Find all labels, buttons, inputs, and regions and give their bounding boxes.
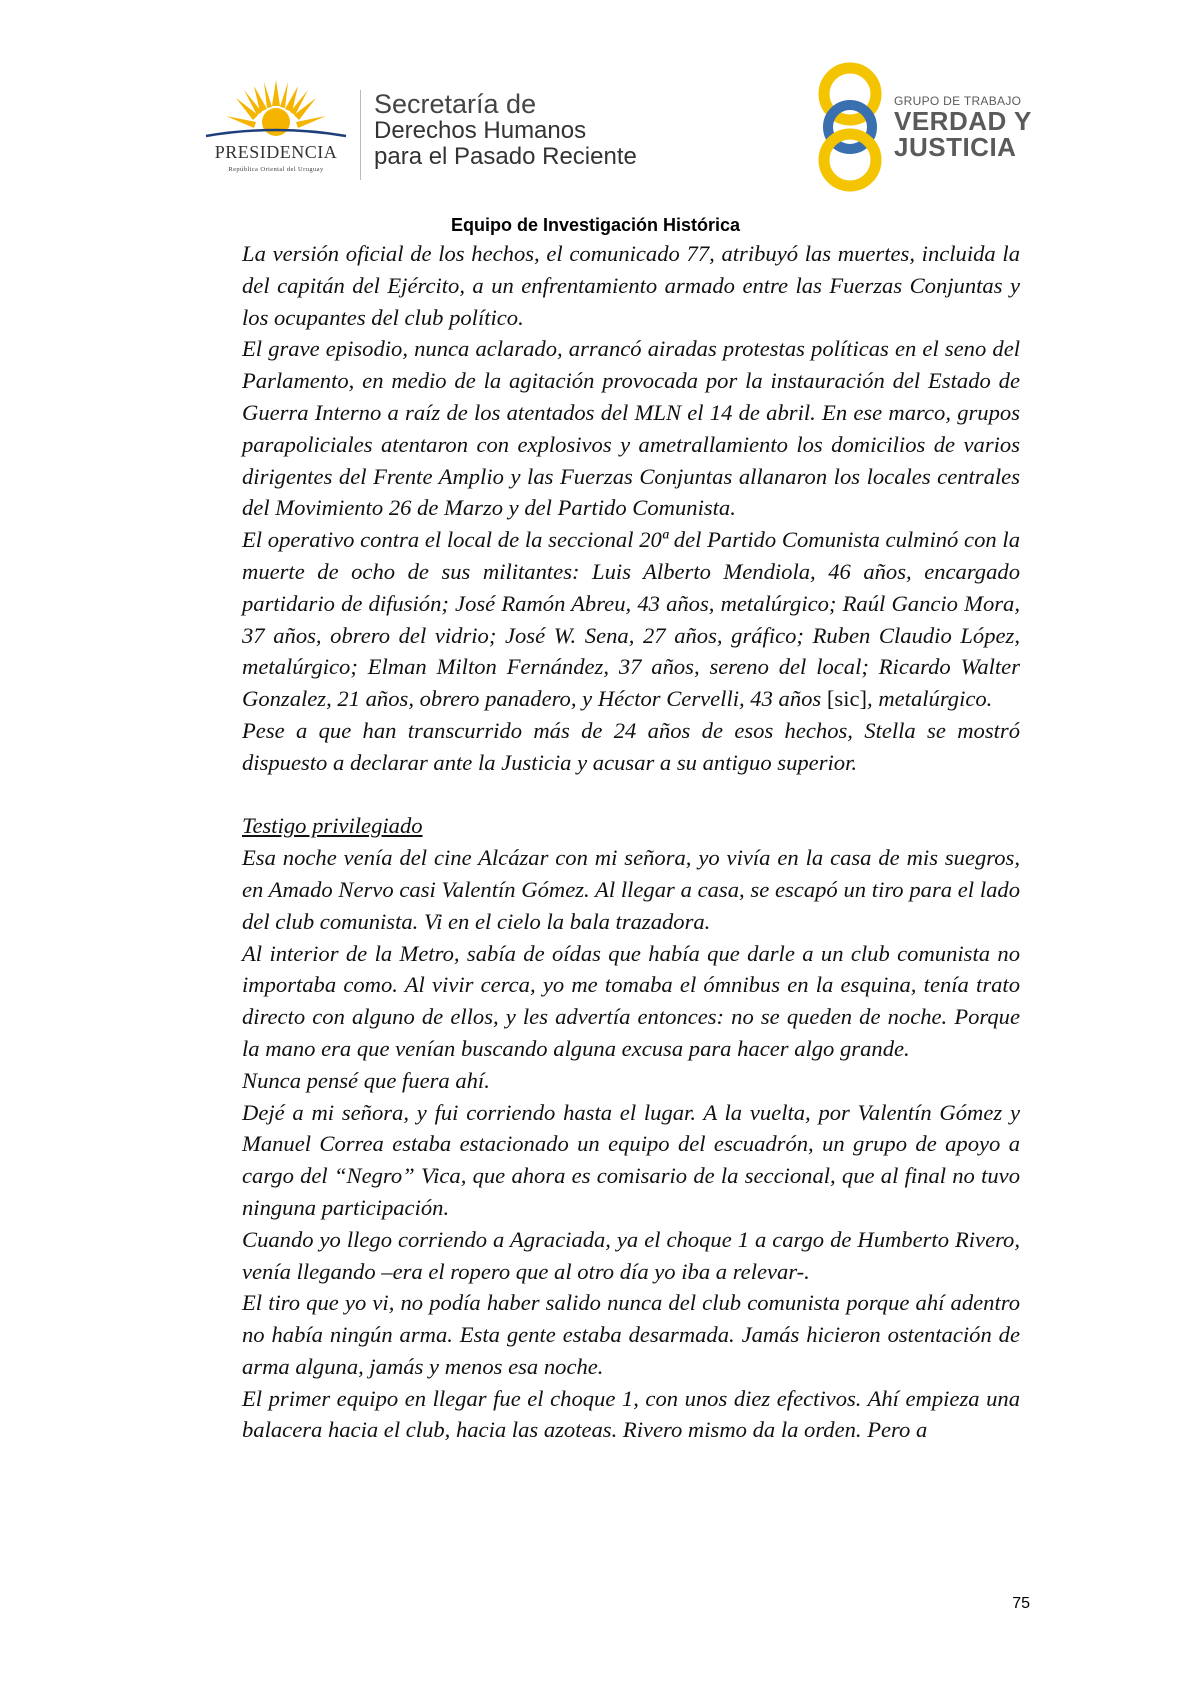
- presidencia-logo: [196, 80, 356, 180]
- paragraph: La versión oficial de los hechos, el comunicado 77, atribuyó las muertes, incluida la del capitán del Ejército, a un enfrentamiento armado entre las Fuerzas Conjuntas y los ocupantes del club político.: [242, 241, 1020, 330]
- paragraph: Pese a que han transcurrido más de 24 años de esos hechos, Stella se mostró dispuesto a declarar ante la Justicia y acusar a su antiguo superior.: [242, 717, 1020, 775]
- presidencia-word: PRESIDENCIA: [214, 142, 338, 162]
- page-header: [0, 0, 1191, 210]
- sun-emblem-icon: [196, 80, 356, 146]
- gtvj-line-1: GRUPO DE TRABAJO: [894, 94, 1022, 108]
- gtvj-line-2: VERDAD Y: [894, 106, 1032, 136]
- paragraph-text: , metalúrgico.: [867, 686, 993, 712]
- paragraph: Nunca pensé que fuera ahí.: [242, 1067, 490, 1093]
- page-number: 75: [1012, 1595, 1030, 1612]
- document-body: [242, 238, 1020, 1446]
- paragraph: El primer equipo en llegar fue el choque 1, con unos diez efectivos. Ahí empieza una balacera hacia el club, hacia las azoteas. Rivero mismo da la orden. Pero a: [242, 1385, 1020, 1443]
- interlocked-rings-icon: [810, 62, 890, 192]
- paragraph: El grave episodio, nunca aclarado, arrancó airadas protestas políticas en el seno del Parlamento, en medio de la agitación provocada por la instauración del Estado de Guerra Interno a raíz de los atentados del MLN el 14 de abril. En ese marco, grupos parapoliciales atentaron con explosivos y ametrallamiento los domicilios de varios dirigentes del Frente Amplio y las Fuerzas Conjuntas allanaron los locales centrales del Movimiento 26 de Marzo y del Partido Comunista.: [242, 336, 1020, 521]
- paragraph: Esa noche venía del cine Alcázar con mi señora, yo vivía en la casa de mis suegros, en Amado Nervo casi Valentín Gómez. Al llegar a casa, se escapó un tiro para el lado del club comunista. Vi en el cielo la bala trazadora.: [242, 845, 1020, 934]
- team-title: Equipo de Investigación Histórica: [450, 215, 741, 235]
- paragraph: Al interior de la Metro, sabía de oídas que había que darle a un club comunista no importaba como. Al vivir cerca, yo me tomaba el ómnibus en la esquina, tenía trato directo con alguno de ellos, y les advertía entonces: no se queden de noche. Porque la mano era que venían buscando alguna excusa para hacer algo grande.: [242, 940, 1020, 1061]
- paragraph: Dejé a mi señora, y fui corriendo hasta el lugar. A la vuelta, por Valentín Gómez y Manuel Correa estaba estacionado un equipo del escuadrón, un grupo de apoyo a cargo del “Negro” Vica, que ahora es comisario de la seccional, que al final no tuvo ninguna participación.: [242, 1099, 1020, 1220]
- verdad-justicia-text: [894, 94, 1032, 160]
- spacer: [242, 779, 1020, 811]
- verdad-justicia-logo: [810, 62, 1070, 192]
- paragraph-text: El operativo contra el local de la seccional 20ª del Partido Comunista culminó con la muerte de ocho de sus militantes: Luis Alberto Mendiola, 46 años, encargado partidario de difusión; José Ramón Abreu, 43 años, metalúrgico; Raúl Gancio Mora, 37 años, obrero del vidrio; José W. Sena, 27 años, gráfico; Ruben Claudio López, metalúrgico; Elman Milton Fernández, 37 años, sereno del local; Ricardo Walter Gonzalez, 21 años, obrero panadero, y Héctor Cervelli, 43 años: [242, 527, 1020, 712]
- secretaria-line-3: para el Pasado Reciente: [374, 143, 637, 170]
- header-divider: [360, 90, 361, 180]
- gtvj-line-3: JUSTICIA: [894, 132, 1017, 162]
- sic-mark: [sic]: [826, 686, 868, 712]
- secretaria-line-1: Secretaría de: [374, 89, 537, 119]
- section-heading: Testigo privilegiado: [242, 813, 423, 839]
- paragraph: El tiro que yo vi, no podía haber salido nunca del club comunista porque ahí adentro no había ningún arma. Esta gente estaba desarmada. Jamás hicieron ostentación de arma alguna, jamás y menos esa noche.: [242, 1290, 1020, 1379]
- presidencia-subtitle: República Oriental del Uruguay: [228, 166, 324, 173]
- paragraph: [242, 524, 1020, 715]
- secretaria-logo: [374, 90, 637, 170]
- paragraph: Cuando yo llego corriendo a Agraciada, ya el choque 1 a cargo de Humberto Rivero, venía llegando –era el ropero que al otro día yo iba a relevar-.: [242, 1226, 1020, 1284]
- secretaria-line-2: Derechos Humanos: [374, 117, 587, 144]
